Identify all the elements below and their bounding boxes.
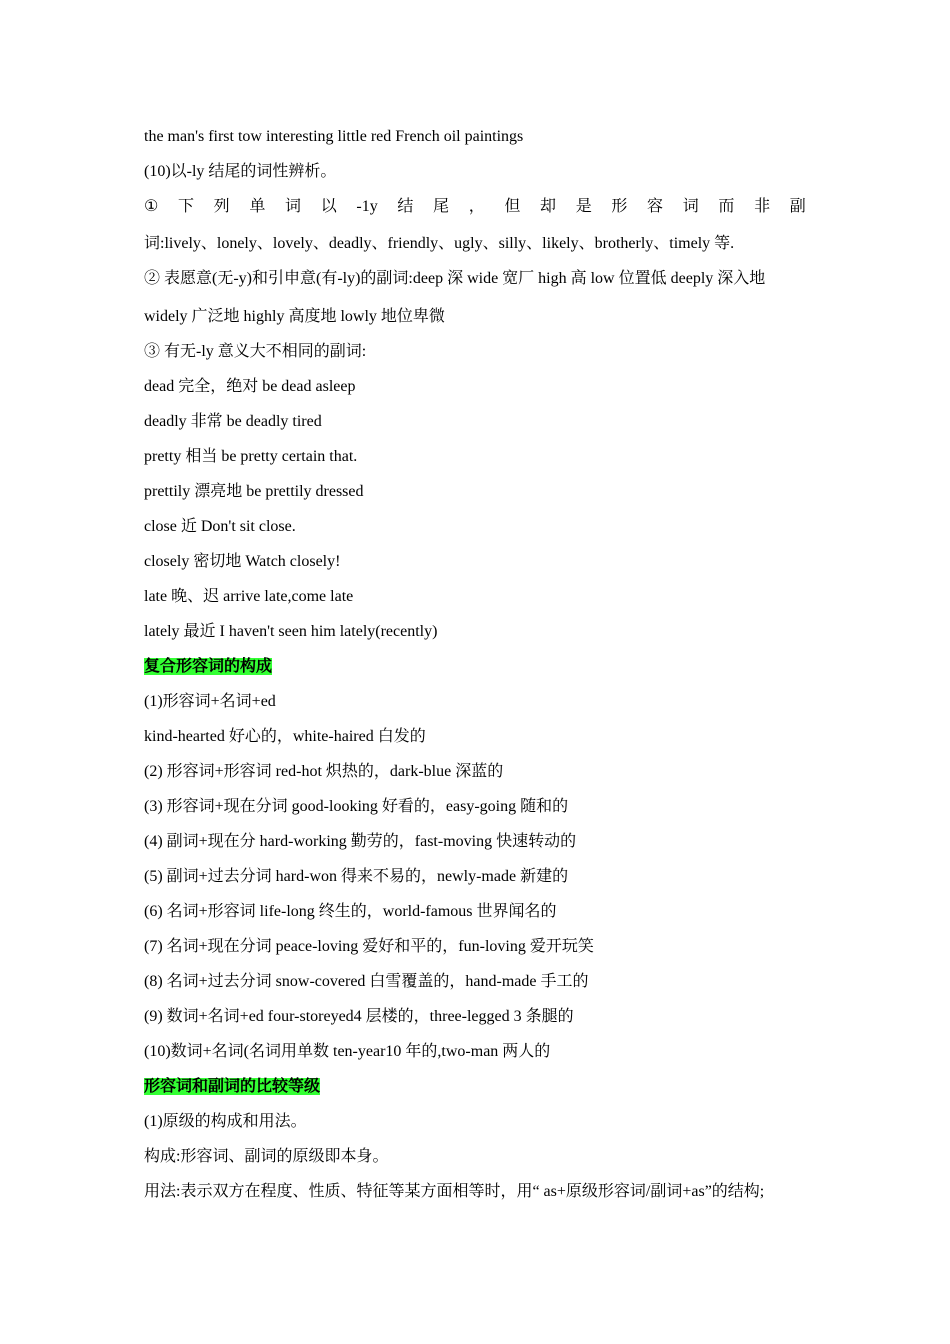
text-line: prettily 漂亮地 be prettily dressed [144, 483, 364, 500]
text-line: (6) 名词+形容词 life-long 终生的，world-famous 世界闻名的 [144, 903, 557, 920]
text-line: (9) 数词+名词+ed four-storeyed4 层楼的，three-legged 3 条腿的 [144, 1008, 574, 1025]
text-line: late 晚、迟 arrive late,come late [144, 588, 354, 605]
section-heading-text: 复合形容词的构成 [144, 658, 273, 675]
section-heading [144, 1077, 806, 1097]
text-line: (7) 名词+现在分词 peace-loving 爱好和平的，fun-loving 爱开玩笑 [144, 938, 594, 955]
text-line: (4) 副词+现在分 hard-working 勤劳的，fast-moving 快速转动的 [144, 833, 577, 850]
text-line: (8) 名词+过去分词 snow-covered 白雪覆盖的，hand-made 手工的 [144, 973, 589, 990]
text-line: (10)数词+名词(名词用单数 ten-year10 年的,two-man 两人的 [144, 1043, 551, 1060]
char: 却 [540, 198, 557, 215]
char: 下 [178, 198, 195, 215]
text-line: close 近 Don't sit close. [144, 518, 296, 535]
char: 以 [320, 198, 337, 215]
text-line: deadly 非常 be deadly tired [144, 413, 322, 430]
section-heading [144, 657, 806, 677]
char: 词 [285, 198, 302, 215]
char: 单 [249, 198, 266, 215]
text-line: the man's first tow interesting little red French oil paintings [144, 128, 524, 145]
char: 容 [647, 198, 664, 215]
char: ① [144, 198, 159, 215]
justified-text-line [144, 197, 806, 217]
char: 列 [213, 198, 230, 215]
char: -1y [356, 198, 378, 215]
text-line: 用法:表示双方在程度、性质、特征等某方面相等时，用“ as+原级形容词/副词+as”的结构; [144, 1183, 765, 1200]
text-line: (3) 形容词+现在分词 good-looking 好看的，easy-going 随和的 [144, 798, 569, 815]
text-line: (2) 形容词+形容词 red-hot 炽热的，dark-blue 深蓝的 [144, 763, 504, 780]
text-line: ② 表愿意(无-y)和引申意(有-ly)的副词:deep 深 wide 宽厂 high 高 low 位置低 deeply 深入地 [144, 270, 766, 287]
text-line: closely 密切地 Watch closely! [144, 553, 341, 570]
text-line: ③ 有无-ly 意义大不相同的副词: [144, 343, 367, 360]
char: 形 [611, 198, 628, 215]
text-line: kind-hearted 好心的，white-haired 白发的 [144, 728, 426, 745]
text-line: (10)以-ly 结尾的词性辨析。 [144, 163, 337, 180]
char: 而 [718, 198, 735, 215]
text-line: (1)原级的构成和用法。 [144, 1113, 307, 1130]
char: 结 [397, 198, 414, 215]
char: 词 [682, 198, 699, 215]
text-line: dead 完全，绝对 be dead asleep [144, 378, 356, 395]
char: 尾 [433, 198, 450, 215]
text-line: (5) 副词+过去分词 hard-won 得来不易的，newly-made 新建的 [144, 868, 569, 885]
text-line: (1)形容词+名词+ed [144, 693, 276, 710]
text-line: pretty 相当 be pretty certain that. [144, 448, 358, 465]
section-heading-text: 形容词和副词的比较等级 [144, 1078, 321, 1095]
text-line: widely 广泛地 highly 高度地 lowly 地位卑微 [144, 308, 445, 325]
char: 但 [504, 198, 521, 215]
char: 非 [754, 198, 771, 215]
text-line: 词:lively、lonely、lovely、deadly、friendly、ugly、silly、likely、brotherly、timely 等. [144, 235, 735, 252]
char: ， [468, 198, 485, 215]
char: 是 [575, 198, 592, 215]
text-line: 构成:形容词、副词的原级即本身。 [144, 1148, 389, 1165]
text-line: lately 最近 I haven't seen him lately(recently) [144, 623, 438, 640]
char: 副 [789, 198, 806, 215]
